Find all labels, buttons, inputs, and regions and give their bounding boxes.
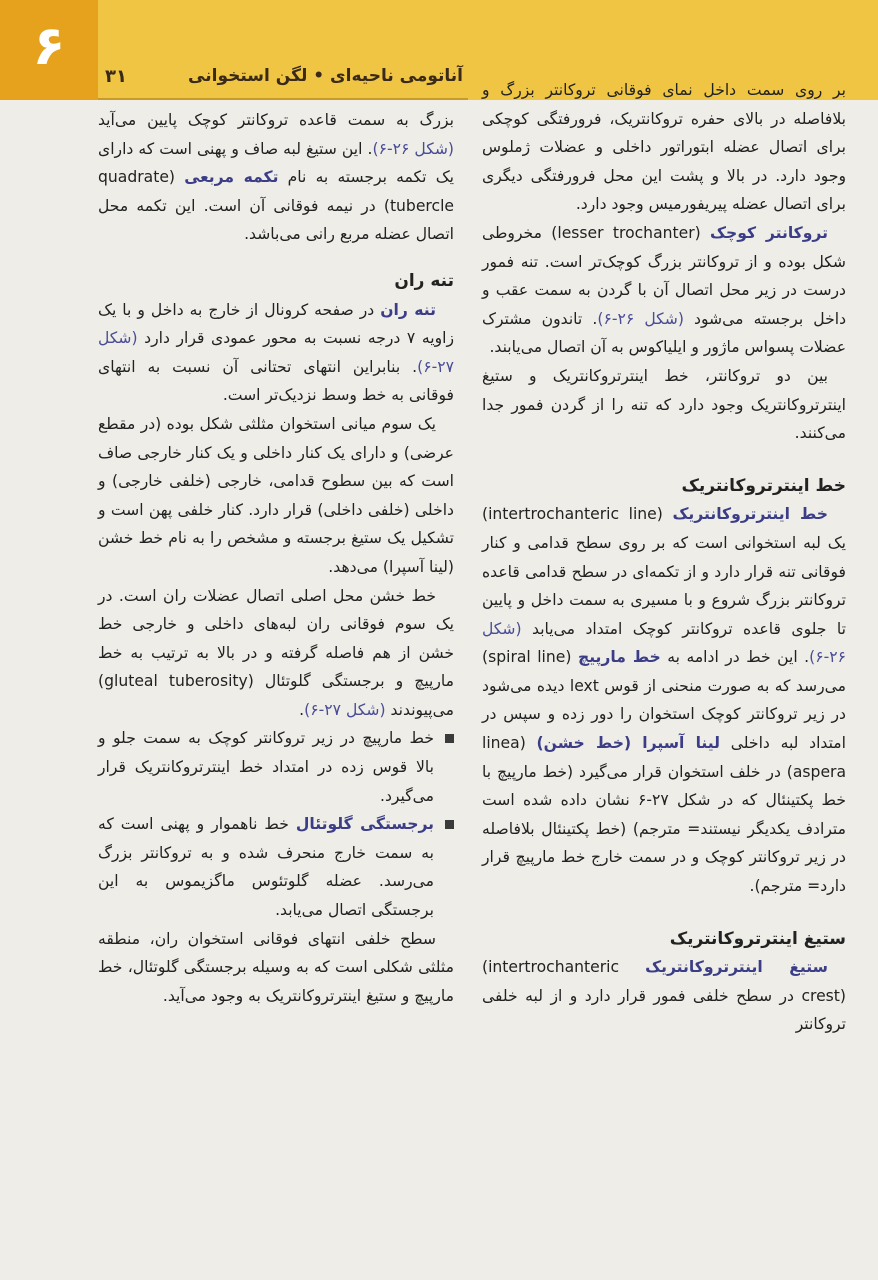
figure-reference: (شکل ۲۶-۶) [482, 619, 847, 667]
text: مخروطی شکل بوده و از تروکانتر بزرگ کوچک‌تر است. تنه فمور درست در زیر محل اتصال آن با گردن به سمت عقب و داخل برجسته می‌شود [482, 223, 847, 328]
term: ستیغ اینترتروکانتریک [645, 958, 828, 977]
text: خط خشن محل اصلی اتصال عضلات ران است. در یک سوم فوقانی ران لبه‌های داخلی و خارجی خط خشن از هم فاصله گرفته و در بالا به ترتیب به خط مارپیچ و برجستگی گلوتئال (gluteal tuberosity) می‌پیوندند [98, 586, 454, 719]
paragraph: سطح خلفی انتهای فوقانی استخوان ران، منطقه مثلثی شکلی است که به وسیله برجستگی گلوتئال، خط مارپیچ و ستیغ اینترتروکانتریک به وجود می‌آید. [98, 929, 454, 1005]
term: برجستگی گلوتئال [295, 815, 435, 834]
section-heading: تنه ران [394, 270, 454, 291]
figure-reference: (شکل ۲۷-۶) [304, 700, 386, 719]
section-heading: ستیغ اینترتروکانتریک [669, 928, 846, 949]
paragraph-intertrochanteric-line [482, 500, 846, 900]
paragraph: بین دو تروکانتر، خط اینترتروکانتریک و ستیغ اینترتروکانتریک وجود دارد که تنه را از گردن فمور جدا می‌کنند. [482, 366, 846, 443]
bullet-square-icon [445, 820, 454, 829]
term: تنه ران [380, 300, 436, 319]
paragraph-lesser-trochanter [482, 219, 846, 362]
figure-reference: (شکل ۲۶-۶) [372, 139, 454, 158]
paragraph: یک سوم میانی استخوان مثلثی شکل بوده (در مقطع عرضی) و دارای یک کنار داخلی و یک کنار خارجی صاف است که بین سطوح قدامی، خارجی (خلفی خارجی) و داخلی (خلفی داخلی) قرار دارد. کنار خلفی پهن است و تشکیل یک ستیغ برجسته و مشخص را به نام خط خشن (لینا آسپرا) می‌دهد. [98, 414, 454, 576]
text: (linea aspera) در خلف استخوان قرار می‌گیرد (خط مارپیچ با خط پکتینئال که در شکل ۲۷-۶ نشان داده شده است مترادف یکدیگر نیستند= مترجم) (خط پکتینئال بلافاصله در زیر تروکانتر کوچک و در سمت خارج خط مارپیچ قرار دارد= مترجم). [482, 734, 846, 896]
figure-reference: (شکل ۲۶-۶) [597, 309, 684, 328]
text: در سطح خلفی فمور قرار دارد و از لبه خلفی تروکانتر [482, 986, 846, 1034]
section-heading: خط اینترتروکانتریک [681, 475, 846, 496]
paragraph: بر روی سمت داخل نمای فوقانی تروکانتر بزرگ و بلافاصله در بالای حفره تروکانتریک، فرورفتگی کوچکی برای اتصال عضله ابتوراتور داخلی و عضلات ژملوس وجود دارد. در بالا و پشت این محل فرورفتگی دیگری برای اتصال عضله پیریفورمیس وجود دارد. [482, 81, 846, 214]
paragraph-crest-continued [98, 106, 454, 249]
paragraph-linea-aspera [98, 582, 454, 725]
bullet-item [98, 810, 454, 924]
text: . این ستیغ لبه صاف و پهنی است که دارای یک تکمه برجسته به نام [98, 139, 454, 187]
term: لینا آسپرا (خط خشن) [536, 734, 721, 753]
english-term: (lesser trochanter) [551, 223, 701, 242]
bullet-item [98, 724, 454, 810]
figure-reference: (شکل ۲۷-۶) [98, 329, 454, 376]
header-rule [98, 98, 468, 100]
text: یک لبه استخوانی است که بر روی سطح قدامی و کنار فوقانی تنه قرار دارد و از تکمه‌ای در سطح قدامی قاعده تروکانتر بزرگ شروع و با مسیری به سمت داخل و پایین تا جلوی قاعده تروکانتر کوچک امتداد می‌یابد [482, 533, 846, 638]
header-band [0, 0, 878, 62]
text: . بنابراین انتهای تحتانی آن نسبت به انتهای فوقانی به خط وسط نزدیک‌تر است. [98, 357, 454, 405]
right-column [482, 76, 846, 1039]
left-column [98, 106, 454, 1010]
text: (spiral line) می‌رسد که به صورت منحنی از قوس lext دیده می‌شود در زیر تروکانتر کوچک استخوان را دور زده و سپس در امتداد لبه داخلی [482, 648, 847, 753]
term: خط اینترتروکانتریک [672, 505, 828, 524]
english-term: (intertrochanteric crest) [482, 958, 846, 1005]
term: تکمه مربعی [184, 168, 279, 187]
bullet-square-icon [445, 734, 454, 743]
chapter-number: ۶ [32, 14, 66, 77]
paragraph-shaft [98, 296, 454, 410]
text: بزرگ به سمت قاعده تروکانتر کوچک پایین می‌آید [98, 111, 454, 129]
term: تروکانتر کوچک [710, 223, 828, 242]
running-header [105, 66, 463, 87]
running-title: آناتومی ناحیه‌ای • لگن استخوانی [188, 66, 463, 86]
text: (quadrate tubercle) در نیمه فوقانی آن است. این تکمه محل اتصال عضله مربع رانی می‌باشد. [98, 168, 454, 244]
text: . [299, 700, 305, 719]
term: خط مارپیچ [577, 648, 661, 667]
chapter-tab [0, 0, 98, 100]
paragraph-intertrochanteric-crest [482, 953, 846, 1039]
text: . تاندون مشترک عضلات پسواس ماژور و ایلیاکوس به آن اتصال می‌یابند. [482, 309, 846, 357]
text: در صفحه کرونال از خارج به داخل و با یک زاویه ۷ درجه نسبت به محور عمودی قرار دارد [98, 300, 454, 348]
page-number: ۳۱ [105, 66, 127, 87]
text: . این خط در ادامه به [660, 648, 810, 667]
text: خط ناهموار و پهنی است که به سمت خارج منحرف شده و به تروکانتر بزرگ می‌رسد. عضله گلوتئوس ماگزیموس به این برجستگی اتصال می‌یابد. [98, 815, 434, 920]
text: خط مارپیچ در زیر تروکانتر کوچک به سمت جلو و بالا قوس زده در امتداد خط اینترتروکانتریک قرار می‌گیرد. [98, 729, 434, 805]
english-term: (intertrochanteric line) [482, 505, 663, 524]
